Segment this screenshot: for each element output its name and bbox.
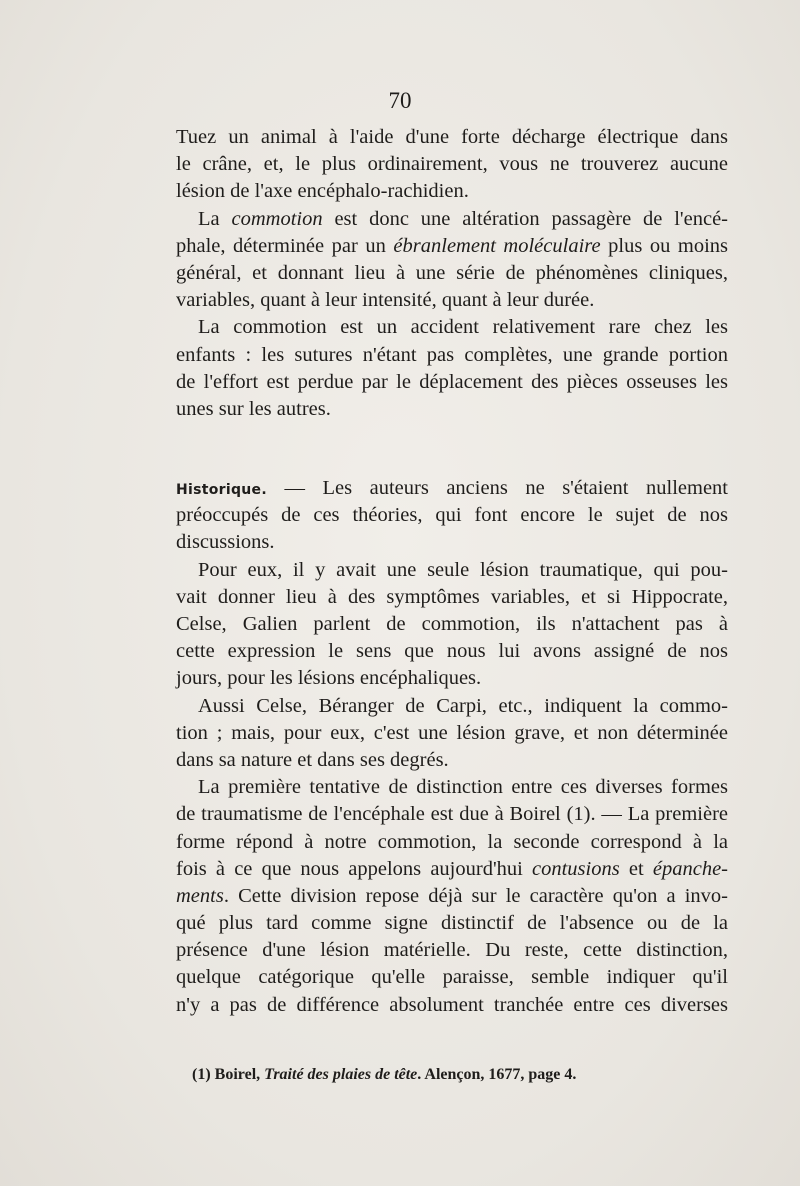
- emphasis-commotion: commotion: [231, 207, 323, 230]
- text-run: La: [198, 207, 232, 230]
- footnote-marker: (1) Boirel,: [192, 1066, 265, 1083]
- text-line: qué plus tard comme signe distinctif de l'absence ou de la: [176, 912, 728, 935]
- body-text: [176, 124, 728, 1019]
- text-line: [176, 883, 728, 910]
- text-line: [176, 475, 728, 502]
- text-line: discussions.: [176, 531, 275, 554]
- text-line: forme répond à notre commotion, la seconde correspond à la: [176, 830, 728, 853]
- text-run: fois à ce que nous appelons aujourd'hui: [176, 857, 533, 880]
- text-line: le crâne, et, le plus ordinairement, vous ne trouverez aucune: [176, 153, 728, 176]
- text-run: — Les auteurs anciens ne s'étaient nullement: [266, 477, 728, 500]
- text-line: de l'effort est perdue par le déplacement des pièces osseuses les: [176, 370, 728, 393]
- text-line: [176, 206, 728, 233]
- text-line: quelque catégorique qu'elle paraisse, semble indiquer qu'il: [176, 966, 728, 989]
- text-line: variables, quant à leur intensité, quant à leur durée.: [176, 289, 595, 312]
- text-line: Pour eux, il y avait une seule lésion traumatique, qui pou-: [198, 558, 728, 581]
- text-run: phale, déterminée par un: [176, 234, 394, 257]
- text-line: cette expression le sens que nous lui avons assigné de nos: [176, 640, 728, 663]
- emphasis-ebranlement: ébranlement moléculaire: [393, 234, 601, 257]
- section-gap: [176, 423, 728, 475]
- text-line: La première tentative de distinction entre ces diverses formes: [198, 776, 728, 799]
- footnote: [192, 1066, 732, 1084]
- text-line: préoccupés de ces théories, qui font encore le sujet de nos: [176, 504, 728, 527]
- text-run: est donc une altération passagère de l'encé-: [322, 207, 728, 230]
- footnote-title: Traité des plaies de tête: [264, 1066, 418, 1083]
- text-run: et: [619, 857, 653, 880]
- text-line: dans sa nature et dans ses degrés.: [176, 748, 449, 771]
- text-line: de traumatisme de l'encéphale est due à Boirel (1). — La première: [176, 803, 728, 826]
- text-line: Aussi Celse, Béranger de Carpi, etc., indiquent la commo-: [198, 694, 728, 717]
- text-line: [176, 856, 728, 883]
- emphasis-ments: ments: [176, 884, 224, 907]
- text-line: général, et donnant lieu à une série de phénomènes cliniques,: [176, 261, 728, 284]
- text-line: [176, 233, 728, 260]
- text-line: vait donner lieu à des symptômes variables, et si Hippocrate,: [176, 585, 728, 608]
- page-number: 70: [388, 88, 412, 113]
- text-line: unes sur les autres.: [176, 397, 331, 420]
- text-line: enfants : les sutures n'étant pas complètes, une grande portion: [176, 343, 728, 366]
- text-line: n'y a pas de différence absolument tranchée entre ces diverses: [176, 993, 728, 1016]
- text-line: présence d'une lésion matérielle. Du reste, cette distinction,: [176, 939, 728, 962]
- footnote-citation: . Alençon, 1677, page 4.: [417, 1066, 577, 1083]
- text-line: lésion de l'axe encéphalo-rachidien.: [176, 180, 469, 203]
- emphasis-epanche: épanche-: [652, 857, 728, 880]
- text-run: plus ou moins: [600, 234, 729, 257]
- text-line: La commotion est un accident relativement rare chez les: [198, 316, 728, 339]
- section-heading: Historique.: [176, 482, 267, 499]
- text-line: tion ; mais, pour eux, c'est une lésion grave, et non déterminée: [176, 721, 728, 744]
- text-line: Celse, Galien parlent de commotion, ils n'attachent pas à: [176, 613, 728, 635]
- text-line: Tuez un animal à l'aide d'une forte décharge électrique dans: [176, 126, 728, 148]
- text-line: jours, pour les lésions encéphaliques.: [176, 667, 482, 690]
- emphasis-contusions: contusions: [532, 857, 620, 880]
- text-run: . Cette division repose déjà sur le caractère qu'on a invo-: [223, 884, 728, 907]
